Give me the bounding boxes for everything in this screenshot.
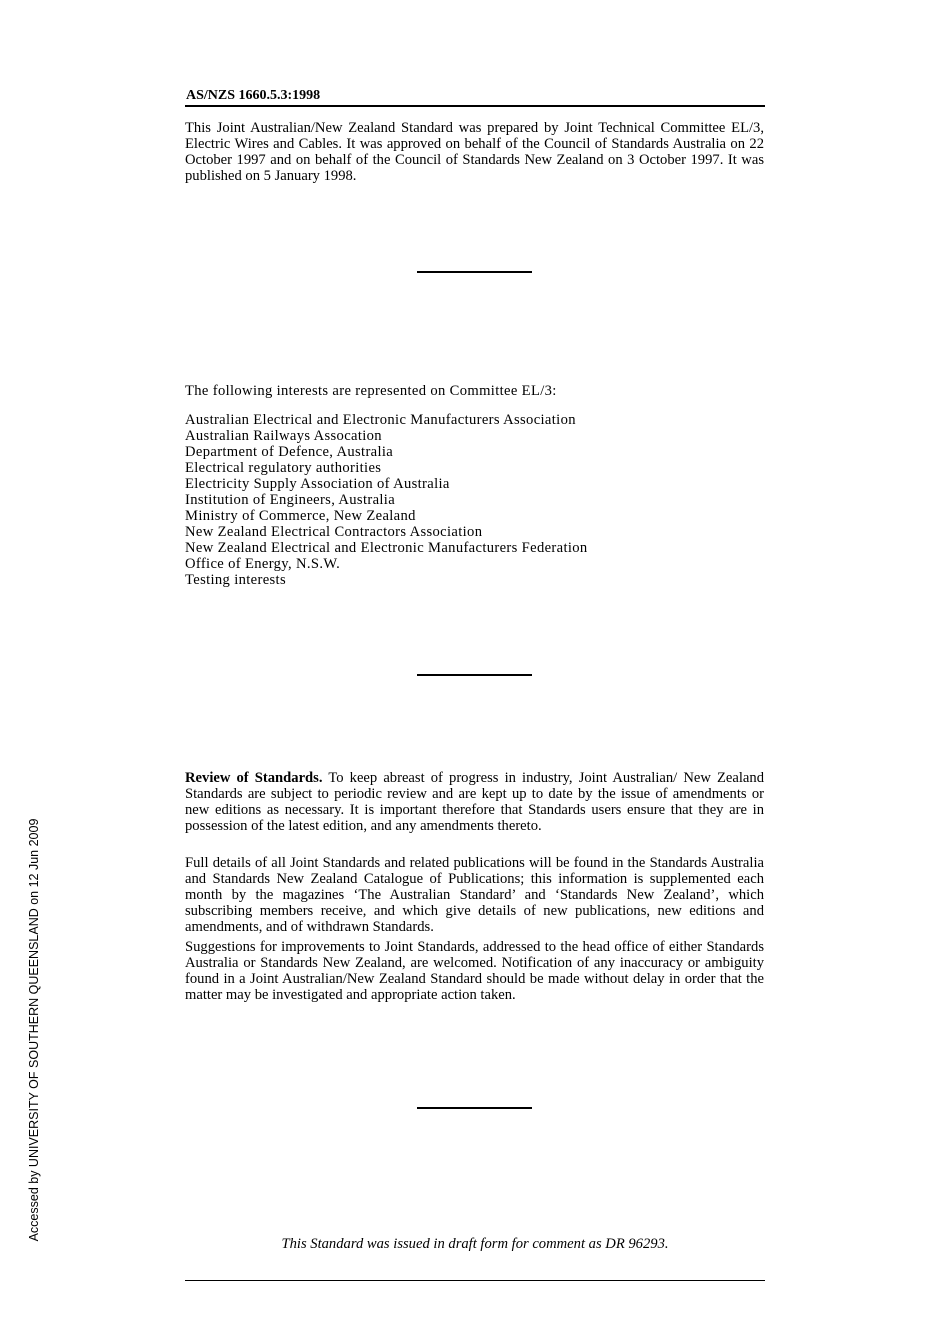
- intro-paragraph: This Joint Australian/New Zealand Standard was prepared by Joint Technical Committee EL/3, Electric Wires and Cables. It was approved on behalf of the Council of Standards Australia on 22 October 1997 and on behalf of the Council of Standards New Zealand on 3 October 1997. It was published on 5 January 1998.: [185, 120, 764, 184]
- full-details-paragraph: Full details of all Joint Standards and related publications will be found in the Standards Australia and Standards New Zealand Catalogue of Publications; this information is supplemented each month by the magazines ‘The Australian Standard’ and ‘Standards New Zealand’, which subscribing members receive, and which give details of new publications, new editions and amendments, and of withdrawn Standards.: [185, 855, 764, 935]
- review-paragraph: [185, 770, 764, 834]
- committee-member: Institution of Engineers, Australia: [185, 492, 396, 508]
- standard-code: AS/NZS 1660.5.3:1998: [186, 88, 321, 103]
- access-watermark: Accessed by UNIVERSITY OF SOUTHERN QUEENSLAND on 12 Jun 2009: [27, 818, 41, 1242]
- suggestions-paragraph: Suggestions for improvements to Joint Standards, addressed to the head office of either Standards Australia or Standards New Zealand, are welcomed. Notification of any inaccuracy or ambiguity found in a Joint Australian/New Zealand Standard should be made without delay in order that the matter may be investigated and appropriate action taken.: [185, 939, 764, 1003]
- committee-member: Electricity Supply Association of Australia: [185, 476, 450, 492]
- committee-member: Office of Energy, N.S.W.: [185, 556, 341, 572]
- committee-member: New Zealand Electrical and Electronic Manufacturers Federation: [185, 540, 588, 556]
- draft-note: This Standard was issued in draft form for comment as DR 96293.: [281, 1236, 669, 1252]
- committee-member-list: [185, 412, 588, 588]
- committee-member: Testing interests: [185, 572, 286, 588]
- committee-lead: The following interests are represented on Committee EL/3:: [185, 383, 557, 399]
- section-separator: [417, 674, 532, 676]
- section-separator: [417, 1107, 532, 1109]
- review-heading: Review of Standards.: [185, 770, 323, 786]
- committee-member: Australian Electrical and Electronic Manufacturers Association: [185, 412, 576, 428]
- footer-rule: [185, 1280, 765, 1281]
- section-separator: [417, 271, 532, 273]
- committee-member: New Zealand Electrical Contractors Association: [185, 524, 483, 540]
- committee-member: Australian Railways Assocation: [185, 428, 382, 444]
- review-body: To keep abreast of progress in industry, Joint Australian/ New Zealand Standards are subject to periodic review and are kept up to date by the issue of amendments or new editions as necessary. It is important therefore that Standards users ensure that they are in possession of the latest edition, and any amendments thereto.: [185, 770, 764, 834]
- header-rule: [185, 105, 765, 107]
- committee-member: Department of Defence, Australia: [185, 444, 394, 460]
- committee-member: Electrical regulatory authorities: [185, 460, 382, 476]
- committee-member: Ministry of Commerce, New Zealand: [185, 508, 416, 524]
